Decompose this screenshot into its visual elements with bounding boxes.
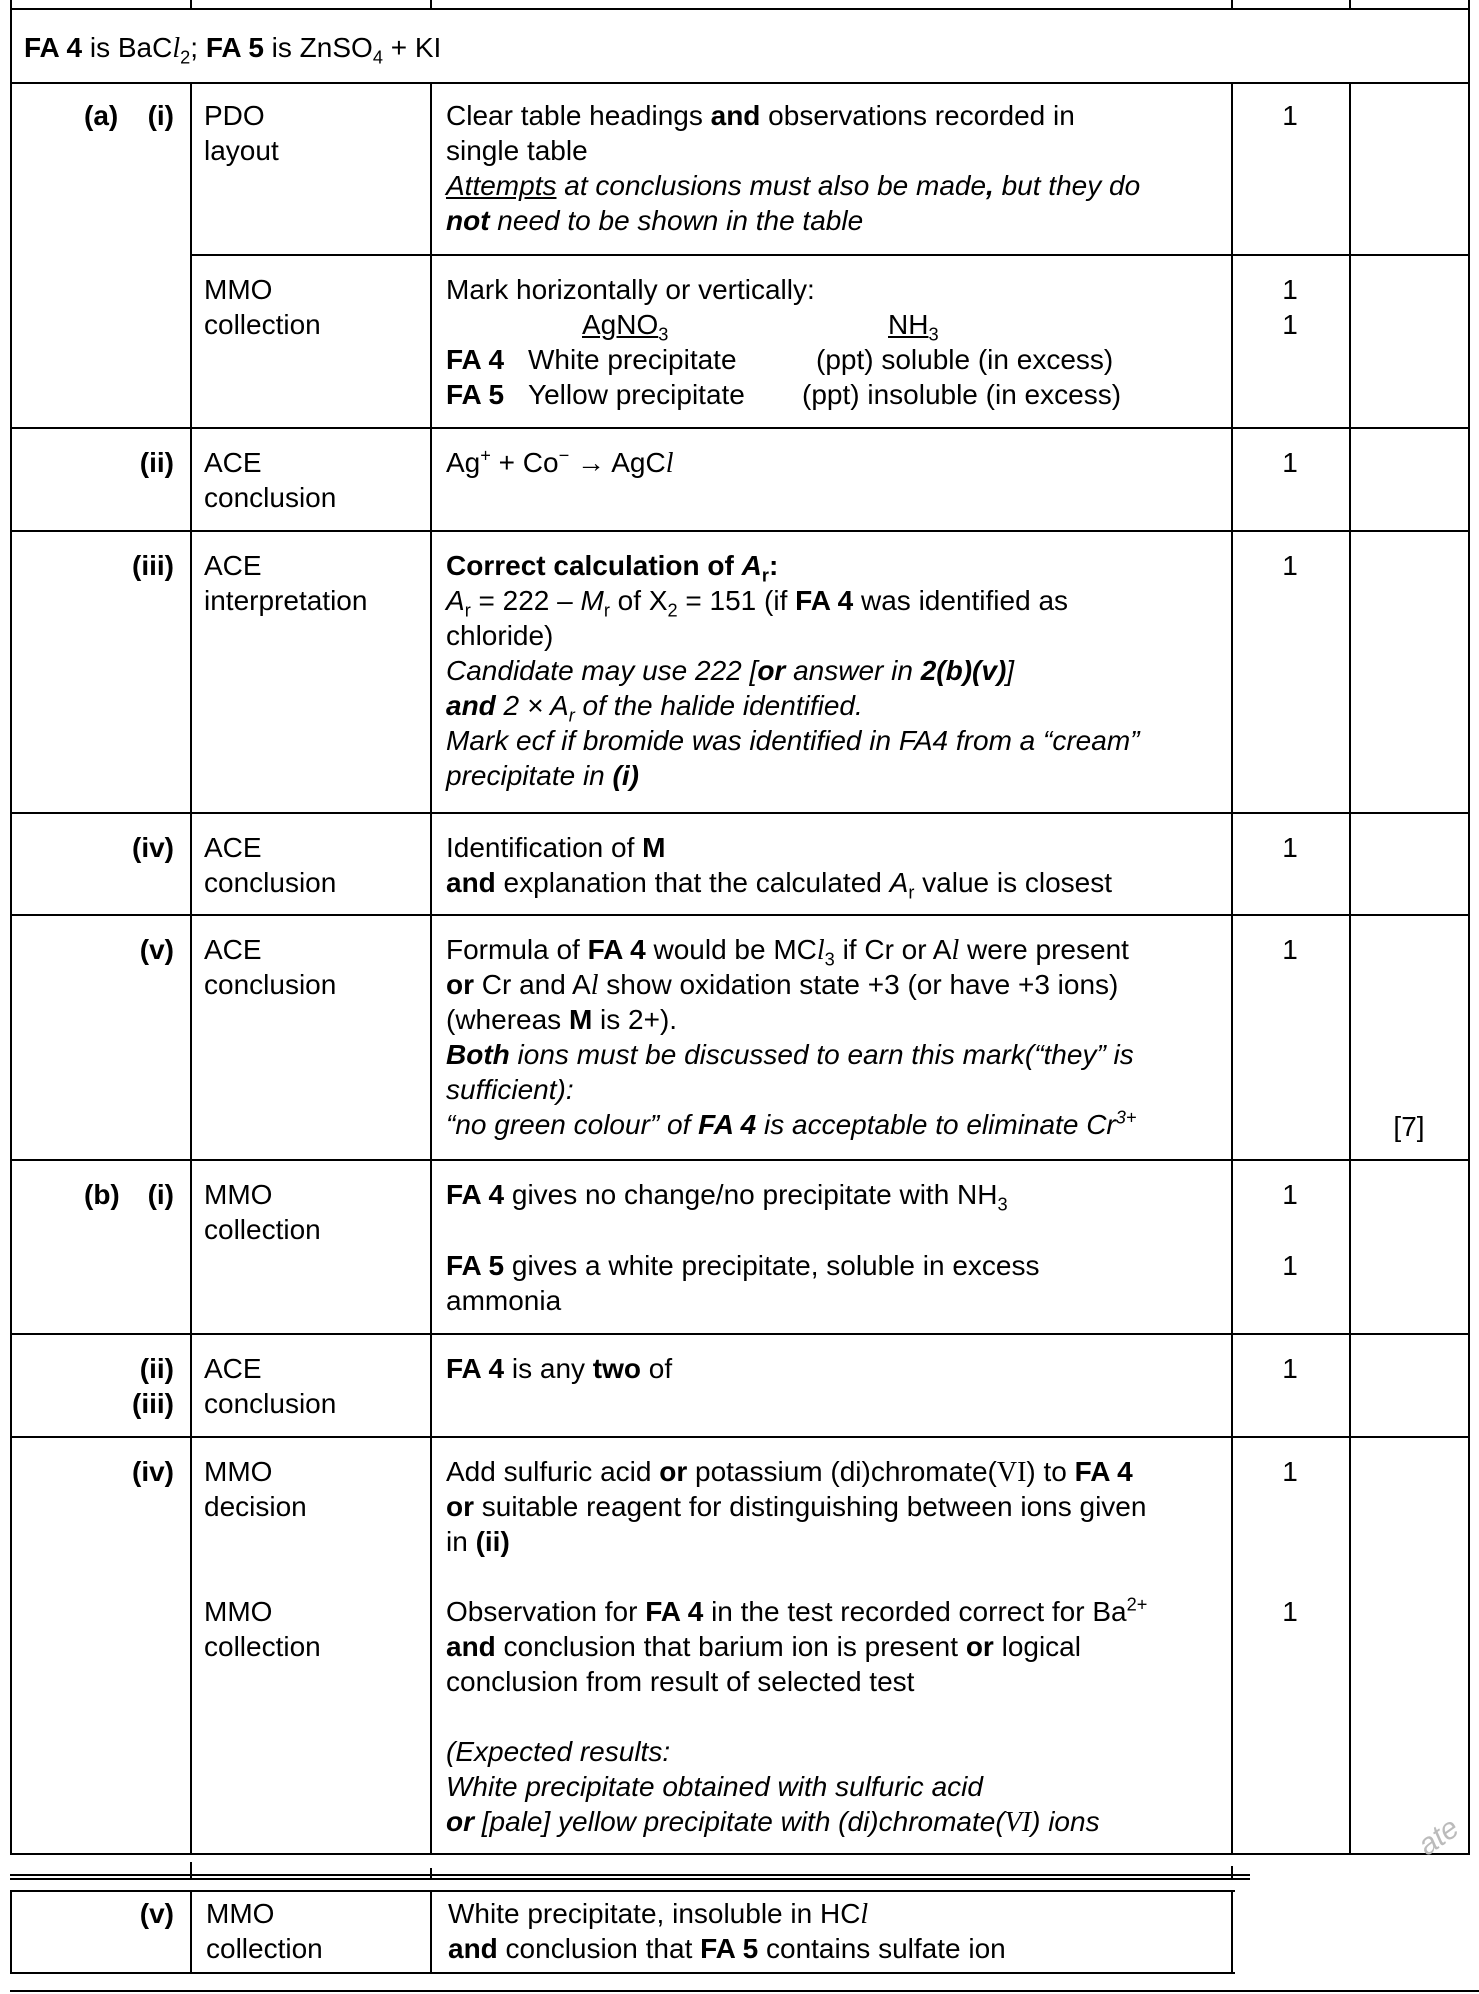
rule-b4: [10, 1972, 1235, 1974]
mark-scheme-line: [446, 932, 1129, 968]
text-span: NH: [888, 309, 929, 340]
rule-b3: [10, 1890, 1235, 1892]
skill-label: MMO: [204, 1596, 273, 1627]
mark-scheme-line: [446, 1177, 1008, 1215]
text-span: ]: [1006, 655, 1015, 686]
rule-b-col2: [430, 1890, 432, 1974]
skill-label: conclusion: [204, 867, 337, 898]
skill-label: decision: [204, 1491, 307, 1522]
text-span: → AgC: [569, 447, 666, 478]
text-span: were present: [959, 934, 1129, 965]
mark-scheme-line: [446, 1248, 1039, 1283]
rule-b-stub3: [1231, 1866, 1233, 1880]
rule-b-stub1: [190, 1862, 192, 1880]
text-span: is any: [504, 1353, 593, 1384]
rule-left: [10, 0, 12, 1853]
text-span: FA 5: [446, 1250, 505, 1281]
question-number: (v): [139, 934, 174, 965]
rule-top-stub2: [430, 0, 432, 10]
text-span: or: [446, 1491, 474, 1522]
text-span: ) ions: [1031, 1806, 1100, 1837]
header-tail: + KI: [382, 32, 442, 63]
text-span: Candidate may use 222 [: [446, 655, 758, 686]
rule-b1: [10, 1874, 1250, 1876]
header-sub2: 2: [180, 47, 191, 68]
skill-label: conclusion: [204, 969, 337, 1000]
text-span: l: [860, 1899, 869, 1930]
mark-scheme-line: [446, 865, 1113, 903]
skill-label: layout: [204, 135, 279, 166]
skill-label: ACE: [204, 832, 262, 863]
mark-scheme-line: Mark horizontally or vertically:: [446, 274, 815, 305]
text-span: of: [641, 1353, 673, 1384]
text-span: VI: [1004, 1807, 1032, 1838]
text-span: precipitate in: [446, 760, 613, 791]
skill-label: collection: [204, 1631, 321, 1662]
text-span: +: [480, 445, 491, 466]
text-span: −: [558, 445, 570, 466]
mark-scheme-line: [446, 1804, 1100, 1840]
question-number: (i): [147, 1179, 174, 1210]
skill-label: ACE: [204, 550, 262, 581]
text-span: A: [550, 690, 569, 721]
mark-scheme-line: [446, 1037, 1134, 1072]
text-span: and: [446, 690, 496, 721]
observation-cell: Yellow precipitate: [528, 379, 745, 410]
text-span: would be MC: [645, 934, 817, 965]
question-number: (iii): [132, 550, 174, 581]
text-span: and: [446, 1631, 496, 1662]
header-semi: ;: [190, 32, 206, 63]
skill-label: MMO: [204, 1179, 273, 1210]
question-number: (iv): [132, 832, 174, 863]
rule-b2: [10, 1878, 1250, 1880]
rule-h10: [10, 1853, 1470, 1855]
text-span: r: [761, 565, 769, 586]
text-span: logical: [993, 1631, 1081, 1662]
mark-value: 1: [1282, 1250, 1298, 1281]
text-span: M: [568, 1004, 593, 1035]
mark-scheme-line: White precipitate obtained with sulfuric acid: [446, 1771, 983, 1802]
text-span: if Cr or A: [834, 934, 952, 965]
rule-top-stub4: [1349, 0, 1351, 10]
text-span: FA 4: [795, 585, 854, 616]
text-span: A: [446, 585, 465, 616]
text-span: not: [446, 205, 490, 236]
mark-scheme-line: [446, 548, 779, 586]
text-span: r: [568, 705, 575, 726]
text-span: contains sulfate ion: [758, 1933, 1006, 1964]
text-span: 2(b)(v): [920, 655, 1007, 686]
text-span: FA 4: [446, 1179, 505, 1210]
rule-right: [1468, 0, 1470, 1853]
text-span: value is closest: [914, 867, 1113, 898]
observation-cell: (ppt) insoluble (in excess): [802, 379, 1122, 410]
ionic-equation: [446, 445, 673, 481]
text-span: answer in: [785, 655, 921, 686]
mark-value: 1: [1282, 934, 1298, 965]
mark-value: 1: [1282, 309, 1298, 340]
rule-h7: [10, 1159, 1470, 1161]
rule-col1: [190, 82, 192, 1853]
rule-h3: [10, 427, 1470, 429]
mark-scheme-line: [446, 1524, 510, 1559]
text-span: Attempts: [446, 170, 557, 201]
row-label-fa4: FA 4: [446, 344, 505, 375]
text-span: l: [816, 935, 825, 966]
question-number: (v): [139, 1898, 174, 1929]
mark-scheme-line: [446, 1002, 677, 1037]
text-span: l: [590, 970, 599, 1001]
text-span: 3: [997, 1194, 1008, 1215]
mark-scheme-line: [446, 1629, 1081, 1664]
text-span: 3: [658, 324, 669, 345]
text-span: gives no change/no precipitate with NH: [504, 1179, 998, 1210]
text-span: suitable reagent for distinguishing between ions given: [474, 1491, 1147, 1522]
rule-col4: [1349, 82, 1351, 1853]
text-span: or: [446, 1806, 474, 1837]
mark-scheme-line: [446, 1594, 1147, 1629]
rule-h6: [10, 914, 1470, 916]
rule-top-stub3: [1231, 0, 1233, 10]
text-span: FA 4: [446, 1353, 505, 1384]
text-span: (i): [612, 760, 639, 791]
text-span: in the test recorded correct for Ba: [703, 1596, 1127, 1627]
total-marks: [7]: [1393, 1111, 1425, 1142]
question-number: (ii): [139, 447, 174, 478]
rule-b5: [10, 1990, 1479, 1992]
text-span: two: [592, 1353, 642, 1384]
text-span: observations recorded in: [760, 100, 1075, 131]
text-span: ) to: [1026, 1456, 1075, 1487]
text-span: FA 4: [587, 934, 646, 965]
text-span: White precipitate, insoluble in HC: [448, 1898, 861, 1929]
text-span: r: [908, 882, 915, 903]
text-span: or: [659, 1456, 688, 1487]
text-span: Ag: [446, 447, 481, 478]
text-span: M: [580, 585, 604, 616]
mark-value: 1: [1282, 1179, 1298, 1210]
text-span: = 222 –: [470, 585, 581, 616]
mark-scheme-line: [446, 583, 1069, 621]
mark-value: 1: [1282, 550, 1298, 581]
text-span: conclusion that: [497, 1933, 701, 1964]
question-number: (iv): [132, 1456, 174, 1487]
text-span: ions must be discussed to earn this mark(“they” is: [509, 1039, 1134, 1070]
mark-scheme-line: [446, 1107, 1137, 1142]
skill-label: conclusion: [204, 482, 337, 513]
fa5-label: FA 5: [205, 32, 264, 63]
row-label-fa5: FA 5: [446, 379, 505, 410]
observation-cell: White precipitate: [528, 344, 737, 375]
header-text: [24, 30, 441, 66]
text-span: FA 4: [645, 1596, 704, 1627]
mark-value: 1: [1282, 1353, 1298, 1384]
text-span: A: [889, 867, 909, 898]
skill-label: collection: [204, 309, 321, 340]
text-span: M: [642, 832, 666, 863]
mark-scheme-line: [446, 168, 1140, 203]
header-text-1: is BaC: [82, 32, 173, 63]
text-span: explanation that the calculated: [495, 867, 890, 898]
mark-scheme-line: chloride): [446, 620, 554, 651]
text-span: and: [448, 1933, 498, 1964]
text-span: was identified as: [853, 585, 1069, 616]
mark-scheme-line: [446, 203, 863, 238]
text-span: of the halide identified.: [574, 690, 863, 721]
skill-label: PDO: [204, 100, 265, 131]
text-span: (whereas: [446, 1004, 569, 1035]
text-span: or: [757, 655, 786, 686]
mark-scheme-line: [448, 1931, 1006, 1966]
text-span: gives a white precipitate, soluble in excess: [504, 1250, 1040, 1281]
mark-scheme-line: [446, 1454, 1133, 1490]
column-heading-nh3: [888, 307, 939, 345]
text-span: or: [965, 1631, 994, 1662]
rule-h8: [10, 1333, 1470, 1335]
text-span: 3: [824, 949, 835, 970]
text-span: or: [446, 969, 474, 1000]
text-span: show oxidation state +3 (or have +3 ions): [598, 969, 1119, 1000]
skill-label: ACE: [204, 1353, 262, 1384]
text-span: at conclusions must also be made: [556, 170, 987, 201]
header-sub4: 4: [372, 47, 383, 68]
mark-value: 1: [1282, 1456, 1298, 1487]
rule-h5: [10, 812, 1470, 814]
text-span: Clear table headings: [446, 100, 711, 131]
text-span: and: [710, 100, 761, 131]
mark-scheme-line: [446, 1351, 672, 1386]
text-span: FA 4: [1074, 1456, 1133, 1487]
mark-scheme-line: ammonia: [446, 1285, 562, 1316]
text-span: 3: [928, 324, 939, 345]
rule-h1: [10, 82, 1470, 84]
text-span: l: [665, 448, 674, 479]
mark-scheme-line: [446, 653, 1014, 688]
mark-scheme-line: sufficient):: [446, 1074, 574, 1105]
mark-value: 1: [1282, 832, 1298, 863]
text-span: but they do: [993, 170, 1141, 201]
text-span: (ii): [475, 1526, 510, 1557]
text-span: is acceptable to eliminate Cr: [756, 1109, 1116, 1140]
text-span: need to be shown in the table: [489, 205, 864, 236]
text-span: r: [464, 600, 471, 621]
mark-value: 1: [1282, 100, 1298, 131]
skill-label: collection: [206, 1933, 323, 1964]
watermark: ate: [1412, 1811, 1466, 1863]
text-span: :: [768, 550, 779, 581]
rule-col3: [1231, 82, 1233, 1853]
text-span: Add sulfuric acid: [446, 1456, 660, 1487]
mark-scheme-line: [446, 830, 665, 865]
text-span: of X: [609, 585, 668, 616]
text-span: Identification of: [446, 832, 643, 863]
text-span: “no green colour” of: [446, 1109, 699, 1140]
text-span: 2+: [1126, 1594, 1148, 1615]
text-span: potassium (di)chromate(: [687, 1456, 997, 1487]
question-number: (iii): [132, 1388, 174, 1419]
text-span: 2 ×: [495, 690, 551, 721]
skill-label: interpretation: [204, 585, 368, 616]
part-label-a: (a): [84, 100, 119, 131]
question-number: (ii): [139, 1353, 174, 1384]
mark-value: 1: [1282, 447, 1298, 478]
mark-scheme-line: [446, 758, 639, 793]
rule-top: [10, 8, 1470, 10]
text-span: is 2+).: [592, 1004, 678, 1035]
fa4-label: FA 4: [24, 32, 83, 63]
text-span: in: [446, 1526, 476, 1557]
rule-h9: [10, 1436, 1470, 1438]
mark-scheme-line: single table: [446, 135, 588, 166]
mark-scheme-line: Mark ecf if bromide was identified in FA4 from a “cream”: [446, 725, 1140, 756]
mark-scheme-line: (Expected results:: [446, 1736, 671, 1767]
mark-scheme-line: conclusion from result of selected test: [446, 1666, 915, 1697]
skill-label: collection: [204, 1214, 321, 1245]
text-span: VI: [996, 1457, 1027, 1488]
column-heading-agno3: [582, 307, 669, 345]
text-span: = 151 (if: [677, 585, 796, 616]
text-span: AgNO: [582, 309, 659, 340]
text-span: Formula of: [446, 934, 588, 965]
rule-h4: [10, 530, 1470, 532]
text-span: 3+: [1115, 1107, 1137, 1128]
text-span: FA 4: [698, 1109, 757, 1140]
header-text-2: is ZnSO: [263, 32, 373, 63]
mark-scheme-line: [446, 1489, 1146, 1524]
text-span: + Co: [490, 447, 559, 478]
skill-label: MMO: [204, 1456, 273, 1487]
rule-b-stub2: [430, 1868, 432, 1880]
text-span: Observation for: [446, 1596, 646, 1627]
skill-label: ACE: [204, 934, 262, 965]
text-span: [pale] yellow precipitate with (di)chromate(: [474, 1806, 1005, 1837]
text-span: r: [603, 600, 610, 621]
observation-cell: (ppt) soluble (in excess): [816, 344, 1114, 375]
text-span: conclusion that barium ion is present: [495, 1631, 966, 1662]
text-span: FA 5: [700, 1933, 759, 1964]
mark-scheme-line: [448, 1896, 868, 1932]
rule-b-left: [10, 1890, 12, 1974]
rule-h2: [190, 254, 1470, 256]
text-span: 2: [667, 600, 678, 621]
text-span: A: [741, 550, 762, 581]
text-span: l: [951, 935, 960, 966]
mark-value: 1: [1282, 1596, 1298, 1627]
text-span: Correct calculation of: [446, 550, 742, 581]
skill-label: conclusion: [204, 1388, 337, 1419]
mark-value: 1: [1282, 274, 1298, 305]
rule-b-col1: [190, 1890, 192, 1974]
text-span: Cr and A: [474, 969, 591, 1000]
text-span: Both: [446, 1039, 510, 1070]
rule-b-col3: [1231, 1890, 1233, 1974]
mark-scheme-line: [446, 98, 1075, 133]
header-l: l: [172, 33, 181, 64]
skill-label: MMO: [204, 274, 273, 305]
text-span: and: [446, 867, 496, 898]
mark-scheme-line: [446, 967, 1118, 1003]
mark-scheme-line: [446, 688, 863, 726]
rule-col2: [430, 82, 432, 1853]
skill-label: MMO: [206, 1898, 275, 1929]
part-label-b: (b): [84, 1179, 120, 1210]
question-number: (i): [147, 100, 174, 131]
rule-top-stub1: [190, 0, 192, 10]
text-span: ,: [986, 170, 994, 201]
skill-label: ACE: [204, 447, 262, 478]
